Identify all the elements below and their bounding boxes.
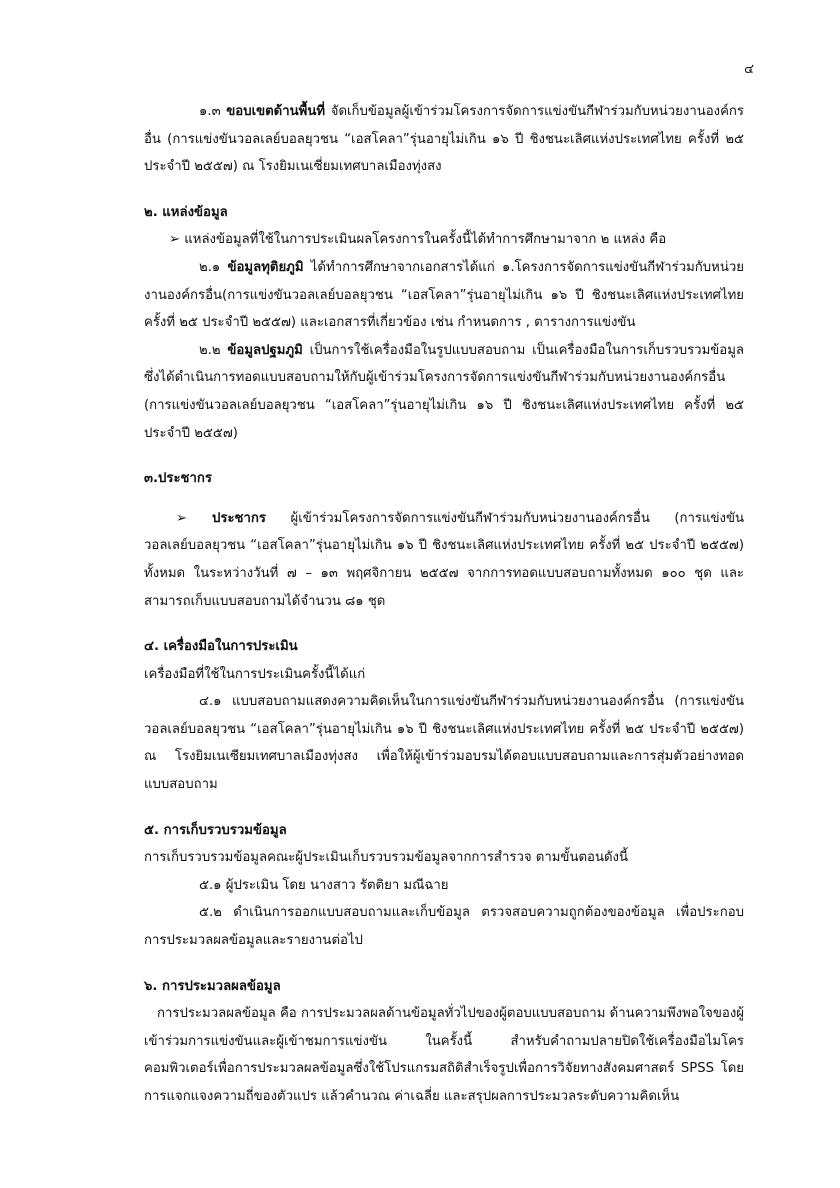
document-body (144, 98, 744, 1111)
section-2-1-text: ได้ทำการศึกษาจากเอกสารได้แก่ ๑.โครงการจัดการแข่งขันกีฬาร่วมกับหน่วยงานองค์กรอื่น(การแข่งขันวอลเลย์บอลยุวชน “เอสโคลา”รุ่นอายุไม่เกิน ๑๖ ปี ชิงชนะเลิศแห่งประเทศไทย ครั้งที่ ๒๕ ประจำปี ๒๕๕๗) และเอกสารที่เกี่ยวข้อง เช่น กำหนดการ , ตารางการแข่งขัน (144, 259, 744, 331)
section-5-2-paragraph: ๕.๒ ดำเนินการออกแบบสอบถามและเก็บข้อมูล ตรวจสอบความถูกต้องของข้อมูล เพื่อประกอบ การประมวลผลข้อมูลและรายงานต่อไป (144, 905, 744, 949)
section-2-1-title: ข้อมูลทุติยภูมิ (227, 259, 304, 275)
section-2-1-paragraph (144, 254, 744, 337)
section-2-2-paragraph (144, 337, 744, 447)
section-5-1-item: ๕.๑ ผู้ประเมิน โดย นางสาว รัตติยา มณีฉาย (199, 877, 449, 893)
section-3-heading: ๓.ประชากร (144, 471, 212, 487)
section-6-paragraph: การประมวลผลข้อมูล คือ การประมวลผลด้านข้อมูลทั่วไปของผู้ตอบแบบสอบถาม ด้านความพึงพอใจของผู้เข้าร่วมการแข่งขันและผู้เข้าชมการแข่งขัน ในครั้งนี้ สำหรับคำถามปลายปิดใช้เครื่องมือไมโครคอมพิวเตอร์เพื่อการประมวลผลข้อมูลซึ่งใช้โปรแกรมสถิติสำเร็จรูปเพื่อการวิจัยทางสังคมศาสตร์ SPSS โดยการแจกแจงความถี่ของตัวแปร แล้วคำนวณ ค่าเฉลี่ย และสรุปผลการประมวลระดับความคิดเห็น (144, 1006, 744, 1104)
section-4-intro: เครื่องมือที่ใช้ในการประเมินครั้งนี้ได้แก่ (144, 666, 366, 682)
section-2-intro (144, 226, 744, 254)
page-number: ๔ (744, 62, 754, 77)
arrow-bullet-icon: ➢ (169, 232, 181, 248)
section-5-intro: การเก็บรวบรวมข้อมูลคณะผู้ประเมินเก็บรวบรวมข้อมูลจากการสำรวจ ตามขั้นตอนดังนี้ (144, 850, 628, 866)
section-2-1-number: ๒.๑ (199, 259, 228, 275)
section-3-title: ประชากร (187, 510, 266, 526)
section-4-1-paragraph: ๔.๑ แบบสอบถามแสดงความคิดเห็นในการแข่งขันกีฬาร่วมกับหน่วยงานองค์กรอื่น (การแข่งขันวอลเลย์บอลยุวชน “เอสโคลา”รุ่นอายุไม่เกิน ๑๖ ปี ชิงชนะเลิศแห่งประเทศไทย ครั้งที่ ๒๕ ประจำปี ๒๕๕๗) ณ โรงยิมเนเซียมเทศบาลเมืองทุ่งสง เพื่อให้ผู้เข้าร่วมอบรมได้ตอบแบบสอบถามและการสุ่มตัวอย่างทอดแบบสอบถาม (144, 694, 744, 793)
section-2-2-text: เป็นการใช้เครื่องมือในรูปแบบสอบถาม เป็นเครื่องมือในการเก็บรวบรวมข้อมูล ซึ่งได้ดำเนินการทอดแบบสอบถามให้กับผู้เข้าร่วมโครงการจัดการแข่งขันกีฬาร่วมกับหน่วยงานองค์กรอื่น (การแข่งขันวอลเลย์บอลยุวชน “เอสโคลา”รุ่นอายุไม่เกิน ๑๖ ปี ชิงชนะเลิศแห่งประเทศไทย ครั้งที่ ๒๕ ประจำปี ๒๕๕๗) (144, 342, 744, 441)
section-1-3-number: ๑.๓ (199, 104, 221, 119)
section-2-heading: ๒. แหล่งข้อมูล (144, 204, 228, 220)
section-3-text: ผู้เข้าร่วมโครงการจัดการแข่งขันกีฬาร่วมกับหน่วยงานองค์กรอื่น (การแข่งขันวอลเลย์บอลยุวชน “เอสโคลา”รุ่นอายุไม่เกิน ๑๖ ปี ชิงชนะเลิศแห่งประเทศไทย ครั้งที่ ๒๕ ประจำปี ๒๕๕๗) ทั้งหมด ในระหว่างวันที่ ๗ – ๑๓ พฤศจิกายน ๒๕๕๗ จากการทอดแบบสอบถามทั้งหมด ๑๐๐ ชุด และสามารถเก็บแบบสอบถามได้จำนวน ๘๑ ชุด (144, 510, 744, 609)
section-6-heading: ๖. การประมวลผลข้อมูล (144, 978, 281, 994)
section-3-paragraph (144, 505, 744, 615)
section-2-2-title: ข้อมูลปฐมภูมิ (227, 342, 303, 358)
section-1-3-title: ขอบเขตด้านพื้นที่ (226, 104, 326, 119)
arrow-bullet-icon: ➢ (176, 510, 188, 526)
section-4-heading: ๔. เครื่องมือในการประเมิน (144, 639, 298, 655)
section-5-heading: ๕. การเก็บรวบรวมข้อมูล (144, 822, 287, 838)
section-1-3-paragraph (144, 98, 744, 181)
section-2-intro-text: แหล่งข้อมูลที่ใช้ในการประเมินผลโครงการในครั้งนี้ได้ทำการศึกษามาจาก ๒ แหล่ง คือ (180, 232, 667, 248)
section-2-2-number: ๒.๒ (199, 342, 228, 358)
section-1-3-text: จัดเก็บข้อมูลผู้เข้าร่วมโครงการจัดการแข่งขันกีฬาร่วมกับหน่วยงานองค์กรอื่น (การแข่งขันวอลเลย์บอลยุวชน “เอสโคลา”รุ่นอายุไม่เกิน ๑๖ ปี ชิงชนะเลิศแห่งประเทศไทย ครั้งที่ ๒๕ ประจำปี ๒๕๕๗) ณ โรงยิมเนเซี่ยมเทศบาลเมืองทุ่งสง (144, 104, 744, 175)
